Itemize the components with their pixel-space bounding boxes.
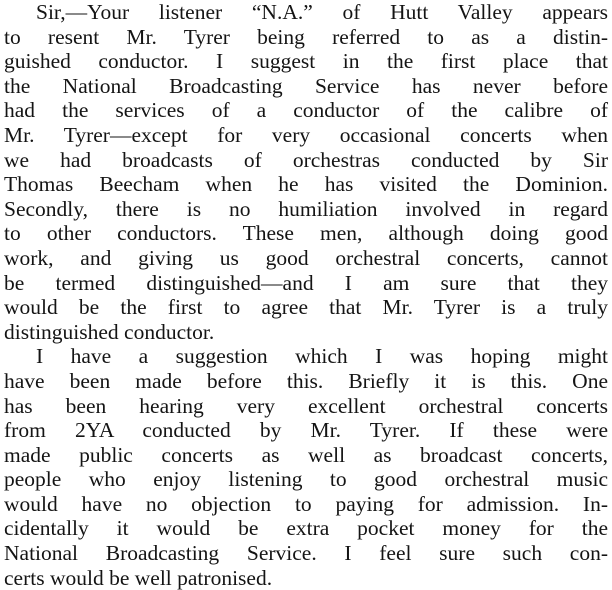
text-line: Secondly, there is no humiliation involved in regard (4, 196, 608, 221)
text-line: guished conductor. I suggest in the first place that (4, 49, 608, 74)
text-line: cidentally it would be extra pocket money for the (4, 516, 608, 541)
text-line: Thomas Beecham when he has visited the Dominion. (4, 172, 608, 197)
text-line: I have a suggestion which I was hoping might (36, 344, 608, 369)
text-line: work, and giving us good orchestral concerts, cannot (4, 245, 608, 270)
text-line: to resent Mr. Tyrer being referred to as a distin- (4, 24, 608, 49)
text-line: we had broadcasts of orchestras conducted by Sir (4, 147, 608, 172)
text-line: had the services of a conductor of the calibre of (4, 98, 608, 123)
paragraph-2 (4, 344, 608, 590)
paragraph-1 (4, 0, 608, 344)
text-line: would be the first to agree that Mr. Tyrer is a truly (4, 295, 608, 320)
text-line: to other conductors. These men, although doing good (4, 221, 608, 246)
letter-to-editor (4, 0, 608, 590)
text-line: has been hearing very excellent orchestral concerts (4, 393, 608, 418)
text-line: have been made before this. Briefly it is this. One (4, 368, 608, 393)
text-line: from 2YA conducted by Mr. Tyrer. If these were (4, 418, 608, 443)
text-line: National Broadcasting Service. I feel sure such con- (4, 541, 608, 566)
text-line: Mr. Tyrer—except for very occasional concerts when (4, 122, 608, 147)
text-line: people who enjoy listening to good orchestral music (4, 467, 608, 492)
text-line: the National Broadcasting Service has never before (4, 73, 608, 98)
text-line: made public concerts as well as broadcast concerts, (4, 442, 608, 467)
text-line: certs would be well patronised. (4, 565, 273, 590)
text-line: Sir,—Your listener “N.A.” of Hutt Valley appears (36, 0, 608, 24)
text-line: distinguished conductor. (4, 319, 215, 344)
text-line: be termed distinguished—and I am sure that they (4, 270, 608, 295)
text-line: would have no objection to paying for admission. In- (4, 491, 608, 516)
